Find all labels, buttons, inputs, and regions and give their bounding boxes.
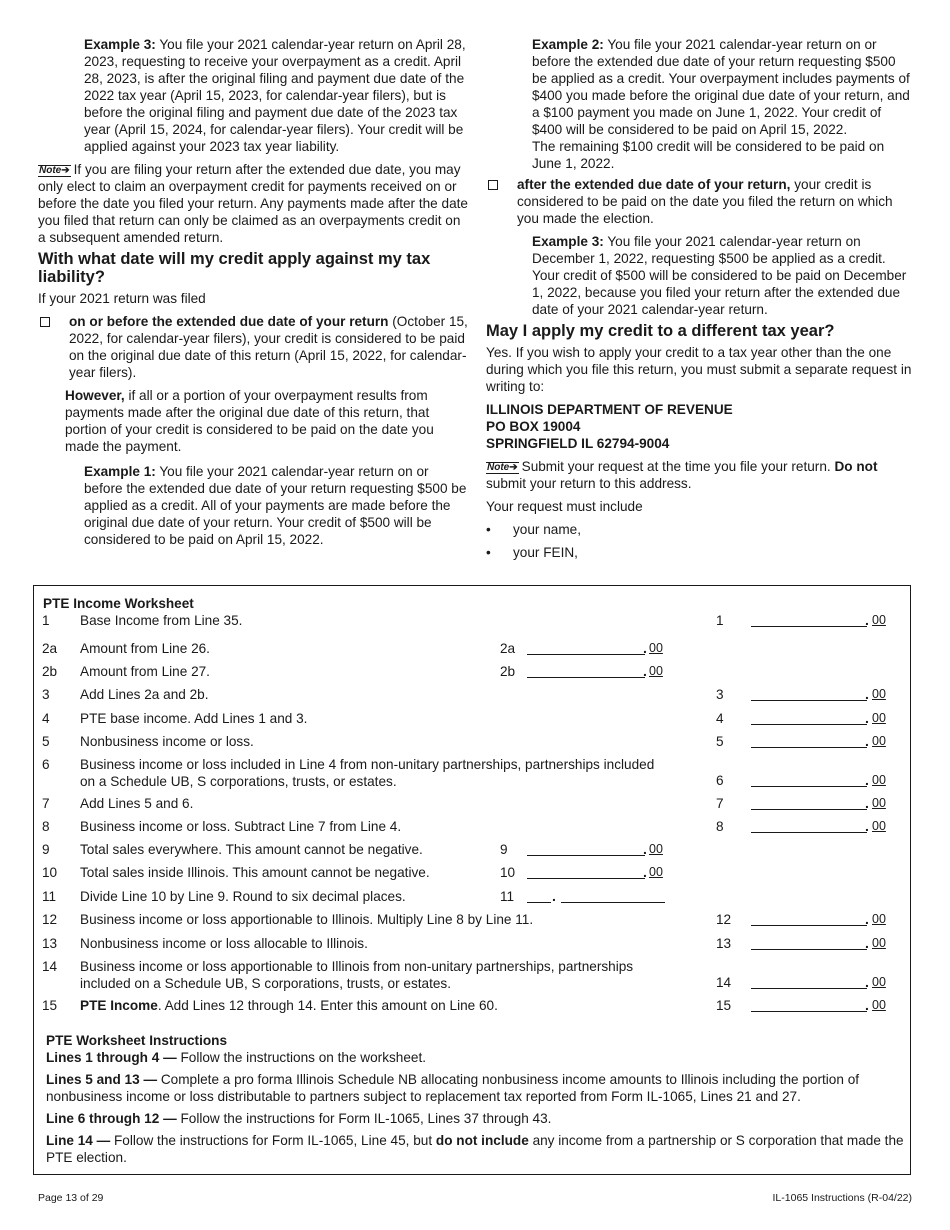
left-example-3: Example 3: You file your 2021 calendar-year return on April 28, 2023, requesting to receive your overpayment as a credit. April 28, 2023, is after the original filing and payment due date of the 2022 tax year (April 15, 2023, for calendar-year filers), but is before the original filing and payment due date of the 2023 tax year (April 15, 2024, for calendar-year filers). Your credit will be applied against your 2023 tax year liability. <box>84 37 466 154</box>
right-note: Note➔ Submit your request at the time you file your return. Do not submit your return to this address. <box>486 459 878 491</box>
worksheet-row-12: 12 Business income or loss apportionable to Illinois. Multiply Line 8 by Line 11. 12 . 00 <box>42 911 886 927</box>
amount-line-14[interactable] <box>751 974 867 989</box>
worksheet-row-3: 3 Add Lines 2a and 2b. 3 . 00 <box>42 686 886 702</box>
worksheet-row-8: 8 Business income or loss. Subtract Line 7 from Line 4. 8 . 00 <box>42 818 886 834</box>
mailing-address: ILLINOIS DEPARTMENT OF REVENUE PO BOX 19004 SPRINGFIELD IL 62794-9004 <box>486 402 733 451</box>
amount-line-10[interactable] <box>527 864 645 879</box>
instruction-line-14: Line 14 — Follow the instructions for Form IL-1065, Line 45, but do not include any income from a partnership or S corporation that made the PTE election. <box>46 1133 904 1165</box>
worksheet-row-13: 13 Nonbusiness income or loss allocable to Illinois. 13 . 00 <box>42 935 886 951</box>
checkbox-icon <box>488 180 498 190</box>
instructions-title: PTE Worksheet Instructions <box>46 1033 228 1048</box>
amount-line-2b[interactable] <box>527 663 645 678</box>
left-note: Note➔ If you are filing your return after the extended due date, you may only elect to claim an overpayment credit for payments received on or before the date you filed your return. Any payments made after the date you filed that return can only be claimed as an overpayments credit on a subsequent amended return. <box>38 162 468 245</box>
different-year-heading: May I apply my credit to a different tax year? <box>486 322 835 340</box>
credit-date-heading: With what date will my credit apply against my tax liability? <box>38 250 431 286</box>
instruction-lines-6-12: Line 6 through 12 — Follow the instructions for Form IL-1065, Lines 37 through 43. <box>46 1111 552 1126</box>
checklist-item-on-or-before: on or before the extended due date of your return (October 15, 2022, for calendar-year filers), your credit is considered to be paid on the original due date of this return (April 15, 2022, for calendar-year filers). <box>38 313 470 381</box>
worksheet-row-14: 14 Business income or loss apportionable to Illinois from non-unitary partnerships, partnerships included on a Schedule UB, S corporations, trusts, or estates. 14 . 00 <box>42 959 886 991</box>
left-example-1: Example 1: You file your 2021 calendar-year return on or before the extended due date of your return requesting $500 be applied as a credit. All of your payments are made before the original due date of your return. Your credit of $500 will be considered to be paid on April 15, 2022. <box>84 464 467 547</box>
list-item: • your name, <box>486 522 582 537</box>
different-year-answer: Yes. If you wish to apply your credit to a tax year other than the one during which you file this return, you must submit a separate request in writing to: <box>486 345 912 394</box>
page-number: Page 13 of 29 <box>38 1192 104 1204</box>
note-icon: Note➔ <box>487 462 518 473</box>
worksheet-row-15: 15 PTE Income. Add Lines 12 through 14. Enter this amount on Line 60. 15 . 00 <box>42 997 886 1013</box>
ratio-decimal-line[interactable] <box>561 888 665 903</box>
request-include: Your request must include <box>486 499 643 514</box>
worksheet-row-6: 6 Business income or loss included in Line 4 from non-unitary partnerships, partnerships included on a Schedule UB, S corporations, trusts, or estates. 6 . 00 <box>42 757 886 789</box>
worksheet-row-10: 10 Total sales inside Illinois. This amount cannot be negative. 10 . 00 <box>42 864 663 880</box>
left-column <box>38 36 470 552</box>
amount-line-15[interactable] <box>751 997 867 1012</box>
amount-line-7[interactable] <box>751 795 867 810</box>
amount-line-1[interactable] <box>751 612 867 627</box>
amount-line-5[interactable] <box>751 733 867 748</box>
right-example-2: Example 2: You file your 2021 calendar-year return on or before the extended due date of your return requesting $500 be applied as a credit. Your overpayment includes payments of $400 you made before the original due date of your return, and a $100 payment you made on June 1, 2022. Your credit of $400 will be considered to be paid on April 15, 2022. The remaining $100 credit will be considered to be paid on June 1, 2022. <box>532 37 910 171</box>
amount-line-3[interactable] <box>751 686 867 701</box>
form-identifier: IL-1065 Instructions (R-04/22) <box>772 1192 912 1204</box>
right-example-3: Example 3: You file your 2021 calendar-year return on December 1, 2022, requesting $500 be applied as a credit. Your credit of $500 will be considered to be paid on December 1, 2022, because you filed your return after the extended due date of your 2021 calendar-year return. <box>532 234 907 317</box>
right-column <box>486 36 914 567</box>
worksheet-row-2a: 2a Amount from Line 26. 2a . 00 <box>42 640 663 656</box>
worksheet-row-11: 11 Divide Line 10 by Line 9. Round to six decimal places. 11 . <box>34 888 910 922</box>
ratio-whole-line[interactable] <box>527 888 551 903</box>
amount-line-13[interactable] <box>751 935 867 950</box>
checklist-item-after: after the extended due date of your return, your credit is considered to be paid on the date you filed the return on which you made the election. <box>486 176 914 227</box>
list-item: • your FEIN, <box>486 545 578 560</box>
worksheet-row-2b: 2b Amount from Line 27. 2b . 00 <box>42 663 663 679</box>
worksheet-row-1: 1 Base Income from Line 35. 1 . 00 <box>42 612 886 628</box>
however-paragraph: However, if all or a portion of your overpayment results from payments made after the original due date of this return, that portion of your credit is considered to be paid on the date you made the payment. <box>65 388 434 454</box>
instruction-lines-5-13: Lines 5 and 13 — Complete a pro forma Illinois Schedule NB allocating nonbusiness income amounts to Illinois including the portion of nonbusiness income or loss distributable to partners subject to replacement tax reported from Form IL-1065, Lines 21 and 27. <box>46 1072 860 1104</box>
amount-line-9[interactable] <box>527 841 645 856</box>
amount-line-4[interactable] <box>751 710 867 725</box>
amount-line-2a[interactable] <box>527 640 645 655</box>
worksheet-row-5: 5 Nonbusiness income or loss. 5 . 00 <box>42 733 886 749</box>
pte-income-worksheet <box>33 585 911 1175</box>
note-icon: Note➔ <box>39 165 70 176</box>
worksheet-row-9: 9 Total sales everywhere. This amount cannot be negative. 9 . 00 <box>42 841 663 857</box>
amount-line-6[interactable] <box>751 772 867 787</box>
credit-date-intro: If your 2021 return was filed <box>38 291 206 306</box>
checkbox-icon <box>40 317 50 327</box>
instruction-lines-1-4: Lines 1 through 4 — Follow the instructions on the worksheet. <box>46 1050 427 1065</box>
amount-line-8[interactable] <box>751 818 867 833</box>
worksheet-title: PTE Income Worksheet <box>43 596 194 611</box>
worksheet-instructions <box>46 1032 904 1171</box>
worksheet-row-4: 4 PTE base income. Add Lines 1 and 3. 4 . 00 <box>42 710 886 726</box>
worksheet-row-7: 7 Add Lines 5 and 6. 7 . 00 <box>42 795 886 811</box>
amount-line-12[interactable] <box>751 911 867 926</box>
